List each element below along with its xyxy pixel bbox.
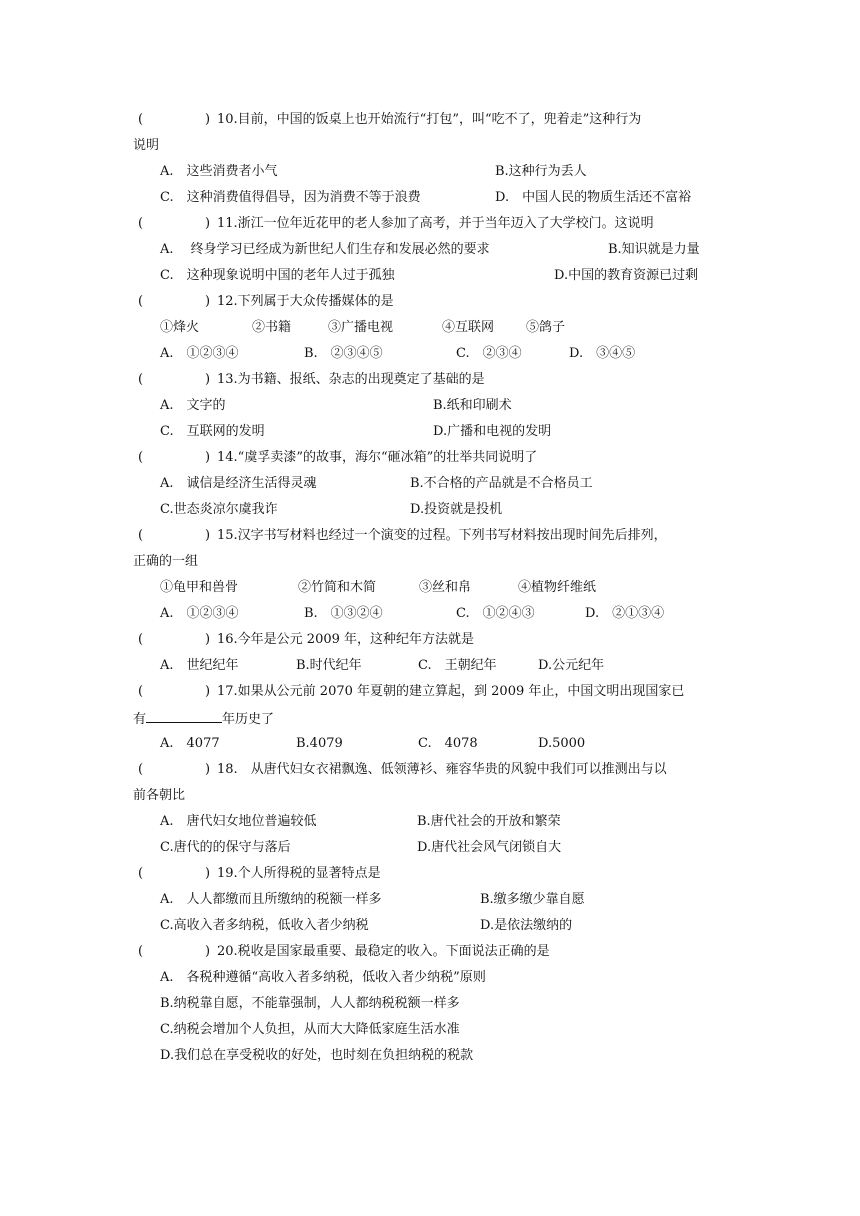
option-c: C. 这种消费值得倡导，因为消费不等于浪费: [160, 190, 421, 205]
option-d: D.公元纪年: [538, 658, 605, 673]
answer-paren-close: ): [205, 762, 211, 777]
question-stem: 13.为书籍、报纸、杂志的出现奠定了基础的是: [217, 372, 485, 387]
option-b: B.不合格的产品就是不合格员工: [410, 476, 593, 491]
list-item: ④互联网: [442, 320, 495, 335]
option-c: C. ②③④: [456, 346, 522, 361]
question-stem-cont: 前各朝比: [133, 788, 186, 803]
option-a: A. 4077: [160, 736, 220, 751]
option-a: A. 诚信是经济生活得灵魂: [160, 476, 317, 491]
option-b: B.这种行为丢人: [495, 164, 587, 179]
option-d: D. ③④⑤: [569, 346, 636, 361]
option-d: D.我们总在享受税收的好处，也时刻在负担纳税的税款: [160, 1048, 474, 1063]
list-item: ①烽火: [160, 320, 200, 335]
answer-paren-open: (: [138, 112, 144, 127]
option-d: D.中国的教育资源已过剩: [554, 268, 699, 283]
answer-paren-close: ): [205, 294, 211, 309]
list-item: ②书籍: [252, 320, 292, 335]
answer-paren-close: ): [205, 684, 211, 699]
answer-paren-open: (: [138, 944, 144, 959]
option-a: A. 唐代妇女地位普遍较低: [160, 814, 317, 829]
answer-paren-open: (: [138, 372, 144, 387]
answer-paren-close: ): [205, 866, 211, 881]
option-d: D.5000: [538, 736, 586, 751]
option-b: B.纳税靠自愿，不能靠强制，人人都纳税税额一样多: [160, 996, 460, 1011]
option-a: A. ①②③④: [160, 346, 239, 361]
option-b: B.唐代社会的开放和繁荣: [417, 814, 561, 829]
question-stem-cont: 说明: [133, 138, 160, 153]
question-stem: 15.汉字书写材料也经过一个演变的过程。下列书写材料按出现时间先后排列，: [217, 528, 667, 543]
answer-paren-close: ): [205, 944, 211, 959]
option-b: B. ①③②④: [304, 606, 383, 621]
question-stem: 19.个人所得税的显著特点是: [217, 866, 381, 881]
option-c: C.唐代的的保守与落后: [160, 840, 291, 855]
option-a: A. 各税种遵循“高收入者多纳税，低收入者少纳税”原则: [160, 970, 486, 985]
question-stem: 20.税收是国家最重要、最稳定的收入。下面说法正确的是: [217, 944, 550, 959]
answer-paren-open: (: [138, 216, 144, 231]
option-d: D.广播和电视的发明: [433, 424, 552, 439]
option-b: B.时代纪年: [296, 658, 362, 673]
answer-paren-close: ): [205, 112, 211, 127]
answer-paren-open: (: [138, 450, 144, 465]
answer-paren-open: (: [138, 528, 144, 543]
option-a: A. 终身学习已经成为新世纪人们生存和发展必然的要求: [160, 242, 490, 257]
answer-paren-open: (: [138, 294, 144, 309]
answer-paren-close: ): [205, 372, 211, 387]
answer-paren-open: (: [138, 866, 144, 881]
question-stem: 10.目前，中国的饭桌上也开始流行“打包”，叫“吃不了，兜着走”这种行为: [217, 112, 642, 127]
option-c: C. 互联网的发明: [160, 424, 265, 439]
answer-paren-close: ): [205, 450, 211, 465]
option-a: A. 人人都缴而且所缴纳的税额一样多: [160, 892, 382, 907]
answer-paren-open: (: [138, 684, 144, 699]
option-b: B.知识就是力量: [608, 242, 700, 257]
fill-blank[interactable]: [146, 709, 222, 723]
question-stem-cont: [133, 709, 274, 727]
option-c: C.世态炎凉尔虞我诈: [160, 502, 278, 517]
option-a: A. 文字的: [160, 398, 226, 413]
option-c: C. 王朝纪年: [418, 658, 497, 673]
stem-suffix: 年历史了: [222, 712, 275, 727]
answer-paren-close: ): [205, 528, 211, 543]
option-a: A. 世纪纪年: [160, 658, 239, 673]
option-a: A. ①②③④: [160, 606, 239, 621]
option-b: B. ②③④⑤: [304, 346, 383, 361]
option-b: B.缴多缴少靠自愿: [480, 892, 585, 907]
option-d: D.是依法缴纳的: [480, 918, 573, 933]
answer-paren-close: ): [205, 632, 211, 647]
list-item: ③广播电视: [328, 320, 394, 335]
option-d: D.投资就是投机: [410, 502, 503, 517]
answer-paren-open: (: [138, 632, 144, 647]
list-item: ③丝和帛: [419, 580, 472, 595]
answer-paren-open: (: [138, 762, 144, 777]
question-stem: 11.浙江一位年近花甲的老人参加了高考，并于当年迈入了大学校门。这说明: [217, 216, 654, 231]
option-c: C. 这种现象说明中国的老年人过于孤独: [160, 268, 395, 283]
option-c: C.高收入者多纳税，低收入者少纳税: [160, 918, 369, 933]
option-c: C. 4078: [418, 736, 478, 751]
option-d: D. 中国人民的物质生活还不富裕: [495, 190, 692, 205]
option-c: C. ①②④③: [456, 606, 535, 621]
list-item: ④植物纤维纸: [518, 580, 597, 595]
question-stem-cont: 正确的一组: [133, 554, 199, 569]
option-c: C.纳税会增加个人负担，从而大大降低家庭生活水准: [160, 1022, 460, 1037]
option-a: A. 这些消费者小气: [160, 164, 278, 179]
answer-paren-close: ): [205, 216, 211, 231]
question-stem: 16.今年是公元 2009 年，这种纪年方法就是: [217, 632, 475, 647]
option-b: B.纸和印刷术: [433, 398, 512, 413]
option-d: D. ②①③④: [585, 606, 665, 621]
question-stem: 17.如果从公元前 2070 年夏朝的建立算起，到 2009 年止，中国文明出现国家已: [217, 684, 685, 699]
list-item: ②竹简和木简: [298, 580, 377, 595]
question-stem: 14.“虞孚卖漆”的故事，海尔“砸冰箱”的壮举共同说明了: [217, 450, 538, 465]
stem-prefix: 有: [133, 712, 147, 727]
option-d: D.唐代社会风气闭锁自大: [417, 840, 562, 855]
option-b: B.4079: [296, 736, 343, 751]
question-stem: 18. 从唐代妇女衣裙飘逸、低领薄衫、雍容华贵的风貌中我们可以推测出与以: [217, 762, 667, 777]
list-item: ①龟甲和兽骨: [160, 580, 239, 595]
list-item: ⑤鸽子: [526, 320, 566, 335]
question-stem: 12.下列属于大众传播媒体的是: [217, 294, 394, 309]
